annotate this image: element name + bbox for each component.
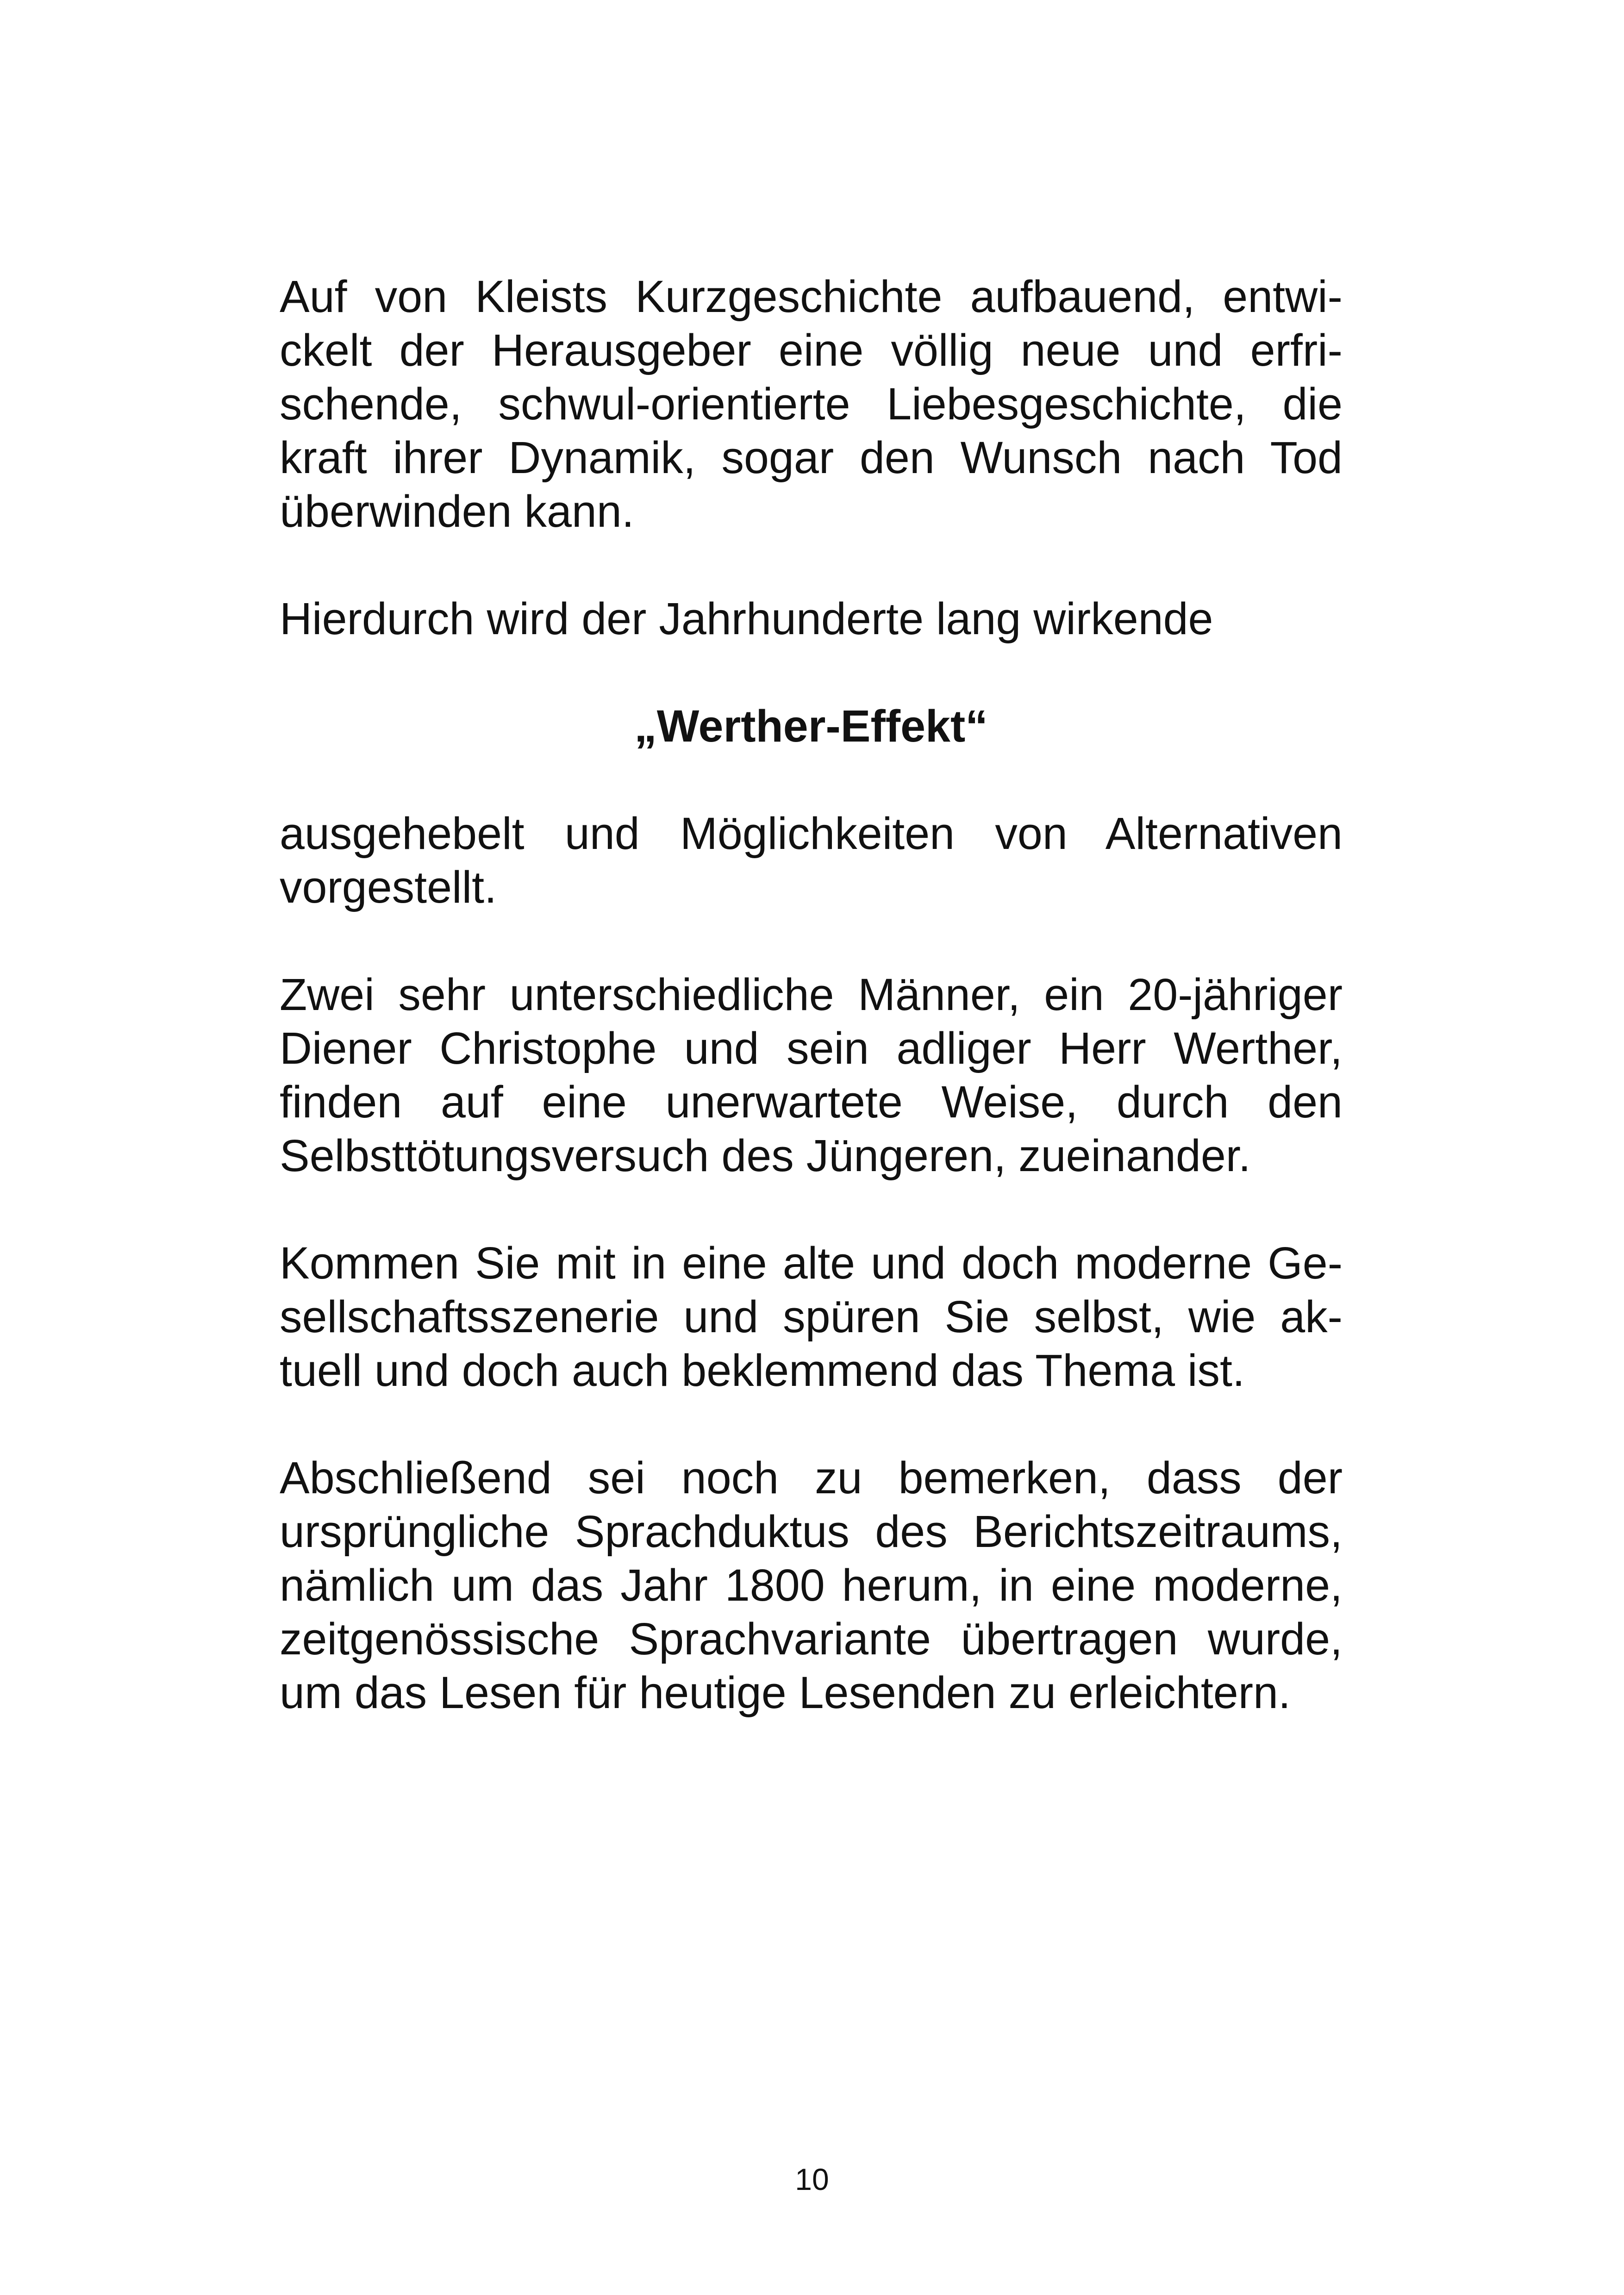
werther-effekt-heading: „Werther-Effekt“ [634, 701, 988, 751]
paragraph-spacer [280, 753, 1343, 807]
text-line: Abschließend sei noch zu bemerken, dass der [280, 1453, 1343, 1503]
paragraph-kommen-sie [280, 1236, 1343, 1397]
paragraph-ausgehebelt [280, 807, 1343, 914]
text-line: überwinden kann. [280, 486, 634, 536]
paragraph-spacer [280, 646, 1343, 699]
text-line: ursprüngliche Sprachduktus des Berichtszeitraums, [280, 1506, 1343, 1557]
body-text [280, 270, 1343, 1720]
text-line: ausgehebelt und Möglichkeiten von Alternativen [280, 808, 1343, 859]
text-line: nämlich um das Jahr 1800 herum, in eine moderne, [280, 1560, 1343, 1610]
text-line: Zwei sehr unterschiedliche Männer, ein 20-jähriger [280, 969, 1343, 1020]
text-line: zeitgenössische Sprachvariante übertragen wurde, [280, 1614, 1343, 1664]
paragraph-hierdurch [280, 592, 1343, 646]
text-line: kraft ihrer Dynamik, sogar den Wunsch nach Tod [280, 432, 1343, 483]
text-line: vorgestellt. [280, 862, 497, 912]
paragraph-abschliessend [280, 1451, 1343, 1720]
paragraph-zwei-maenner [280, 968, 1343, 1183]
text-line: finden auf eine unerwartete Weise, durch den [280, 1077, 1343, 1127]
text-line: sellschaftsszenerie und spüren Sie selbst, wie ak- [280, 1291, 1343, 1342]
page-number: 10 [795, 2162, 829, 2196]
paragraph-spacer [280, 1397, 1343, 1451]
paragraph-spacer [280, 1183, 1343, 1236]
paragraph-spacer [280, 538, 1343, 592]
paragraph-intro [280, 270, 1343, 538]
text-line: um das Lesen für heutige Lesenden zu erleichtern. [280, 1667, 1291, 1718]
text-line: Hierdurch wird der Jahrhunderte lang wirkende [280, 593, 1213, 644]
text-line: Diener Christophe und sein adliger Herr Werther, [280, 1023, 1343, 1073]
paragraph-spacer [280, 914, 1343, 968]
text-line: Kommen Sie mit in eine alte und doch moderne Ge- [280, 1238, 1343, 1288]
text-line: ckelt der Herausgeber eine völlig neue und erfri- [280, 325, 1343, 375]
text-line: Selbsttötungsversuch des Jüngeren, zueinander. [280, 1130, 1251, 1181]
text-line: schende, schwul-orientierte Liebesgeschichte, die [280, 379, 1343, 429]
text-line: tuell und doch auch beklemmend das Thema ist. [280, 1345, 1245, 1396]
text-line: Auf von Kleists Kurzgeschichte aufbauend, entwi- [280, 271, 1343, 322]
